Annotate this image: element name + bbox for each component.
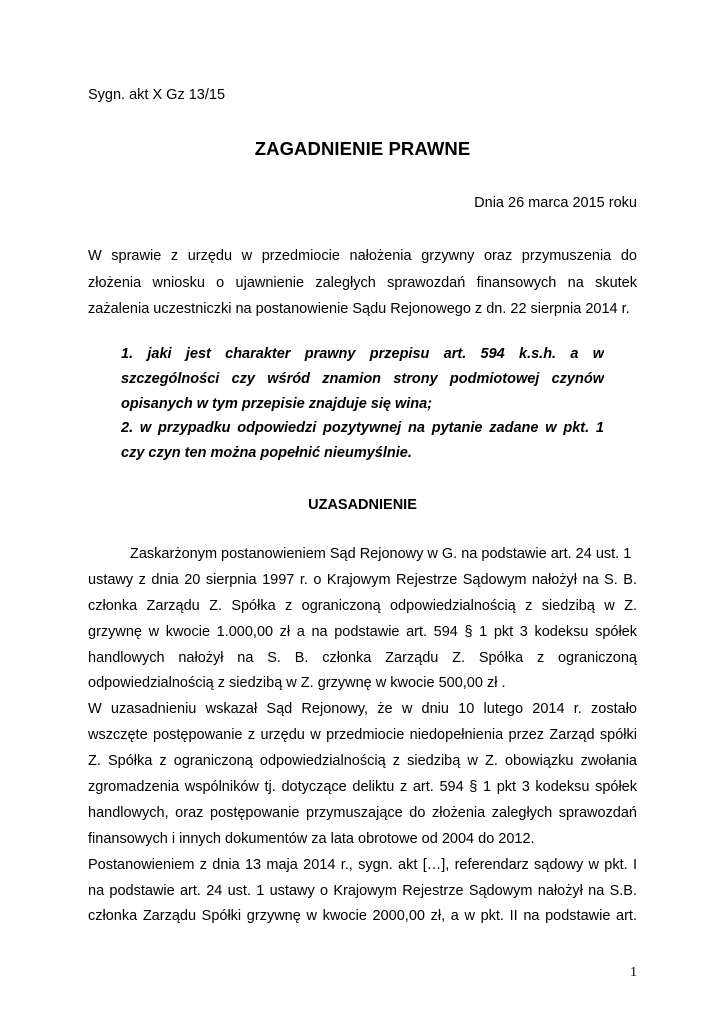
body-line: grzywnę w kwocie 1.000,00 zł a na podstawie art. 594 § 1 pkt 3 kodeksu spółek	[88, 623, 637, 640]
question-line: opisanych w tym przepisie znajduje się wina;	[121, 395, 433, 412]
body-line: członka Zarządu Z. Spółka z ograniczoną odpowiedzialnością z siedzibą w Z.	[88, 597, 637, 614]
body-line: Z. Spółka z ograniczoną odpowiedzialnością z siedzibą w Z. obowiązku zwołania	[88, 753, 637, 770]
question-line: 2. w przypadku odpowiedzi pozytywnej na pytanie zadane w pkt. 1	[121, 420, 604, 437]
body-line: odpowiedzialnością z siedzibą w Z. grzywnę w kwocie 500,00 zł .	[88, 675, 506, 692]
body-line: ustawy z dnia 20 sierpnia 1997 r. o Krajowym Rejestrze Sądowym nałożył na S. B.	[88, 571, 637, 588]
body-line: Postanowieniem z dnia 13 maja 2014 r., sygn. akt […], referendarz sądowy w pkt. I	[88, 856, 637, 873]
intro-paragraph	[88, 243, 637, 323]
intro-line: W sprawie z urzędu w przedmiocie nałożenia grzywny oraz przymuszenia do	[88, 248, 637, 264]
document-title: ZAGADNIENIE PRAWNE	[254, 138, 471, 159]
body-line: handlowych nałożył na S. B. członka Zarządu Z. Spółka z ograniczoną	[88, 649, 637, 666]
intro-line: złożenia wniosku o ujawnienie zaległych sprawozdań finansowych na skutek	[88, 274, 637, 291]
body-line: członka Zarządu Spółki grzywnę w kwocie 2000,00 zł, a w pkt. II na podstawie art.	[88, 908, 637, 925]
intro-line: zażalenia uczestniczki na postanowienie Sądu Rejonowego z dn. 22 sierpnia 2014 r.	[88, 301, 630, 317]
body-line: finansowych i innych dokumentów za lata obrotowe od 2004 do 2012.	[88, 830, 535, 847]
body-line: na podstawie art. 24 ust. 1 ustawy o Krajowym Rejestrze Sądowym nałożył na S.B.	[88, 882, 637, 899]
body-line: wszczęte postępowanie z urzędu w przedmiocie niedopełnienia przez Zarząd spółki	[88, 727, 637, 744]
question-line: szczególności czy wśród znamion strony podmiotowej czynów	[121, 370, 604, 387]
body-line: W uzasadnieniu wskazał Sąd Rejonowy, że w dniu 10 lutego 2014 r. zostało	[88, 701, 637, 718]
page-number: 1	[630, 965, 637, 980]
question-line: czy czyn ten można popełnić nieumyślnie.	[121, 445, 412, 462]
case-signature: Sygn. akt X Gz 13/15	[88, 87, 226, 103]
document-date: Dnia 26 marca 2015 roku	[474, 195, 637, 211]
section-heading: UZASADNIENIE	[308, 497, 417, 513]
body-line: handlowych, oraz postępowanie przymuszające do złożenia zaległych sprawozdań	[88, 804, 637, 821]
body-line: Zaskarżonym postanowieniem Sąd Rejonowy w G. na podstawie art. 24 ust. 1	[130, 546, 632, 562]
body-line: zgromadzenia wspólników tj. dotyczące deliktu z art. 594 § 1 pkt 3 kodeksu spółek	[88, 779, 637, 796]
question-line: 1. jaki jest charakter prawny przepisu art. 594 k.s.h. a w	[121, 346, 604, 362]
justification-body	[88, 542, 637, 930]
legal-questions	[121, 342, 604, 466]
